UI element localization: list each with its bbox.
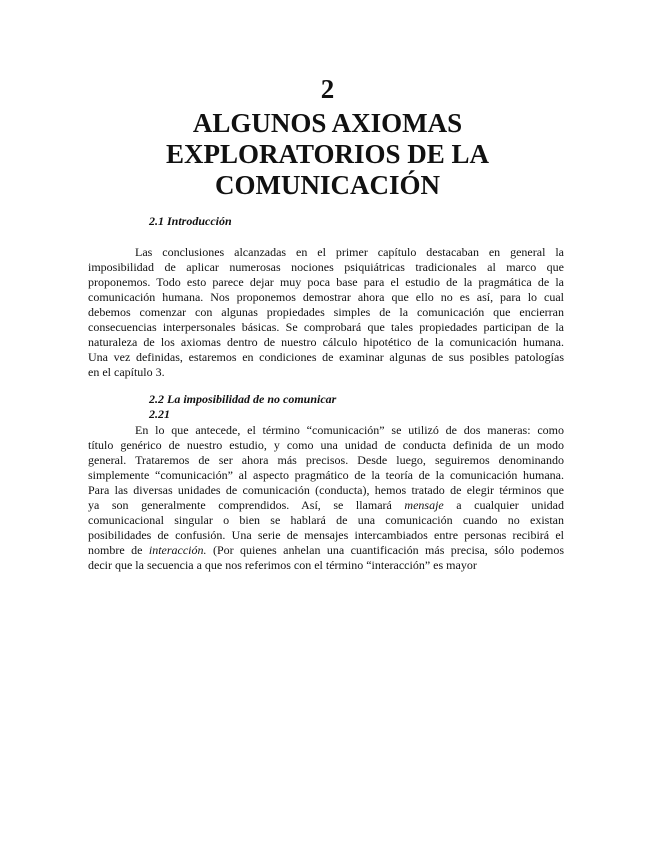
chapter-title-line: COMUNICACIÓN (215, 170, 440, 200)
paragraph-line: simplemente “comunicación” al aspecto pragmático de la teoría de la comunicación humana. (88, 468, 564, 482)
chapter-title-line: ALGUNOS AXIOMAS (192, 108, 463, 138)
paragraph-line: Para las diversas unidades de comunicación (conducta), hemos tratado de elegir términos que (88, 483, 564, 497)
chapter-number: 2 (320, 74, 335, 104)
paragraph-line: general. Trataremos de ser ahora más precisos. Desde luego, seguiremos denominando (88, 453, 564, 467)
paragraph-line: consecuencias interpersonales básicas. Se comprobará que tales propiedades participan de la (88, 320, 564, 334)
paragraph-line: decir que la secuencia a que nos referimos con el término “interacción” es mayor (88, 558, 477, 572)
paragraph-introduccion (88, 245, 564, 380)
chapter-title-line: EXPLORATORIOS DE LA (165, 139, 490, 169)
paragraph-line: naturaleza de los axiomas dentro de nuestro cálculo hipotético de la comunicación humana. (88, 335, 564, 349)
paragraph-line: posibilidades de confusión. Una serie de mensajes intercambiados entre personas recibirá el (88, 528, 564, 542)
paragraph-line: nombre de interacción. (Por quienes anhelan una cuantificación más precisa, sólo podemos (88, 543, 564, 557)
paragraph-line: Las conclusiones alcanzadas en el primer capítulo destacaban en general la (135, 245, 564, 259)
paragraph-line: proponemos. Todo esto parece dejar muy poca base para el estudio de la pragmática de la (88, 275, 564, 289)
paragraph-line: título genérico de nuestro estudio, y como una unidad de conducta definida de un modo (88, 438, 564, 452)
section-heading-introduccion: 2.1 Introducción (149, 214, 232, 228)
paragraph-line: Una vez definidas, estaremos en condiciones de examinar algunas de sus posibles patologías (88, 350, 564, 364)
paragraph-line: comunicacional singular o bien se hablará de una comunicación cuando no existan (88, 513, 564, 527)
paragraph-line: ya son generalmente comprendidos. Así, se llamará mensaje a cualquier unidad (88, 498, 564, 512)
subsection-number: 2.21 (149, 407, 170, 421)
chapter-title (0, 108, 655, 201)
paragraph-imposibilidad (88, 423, 564, 573)
section-heading-imposibilidad: 2.2 La imposibilidad de no comunicar (149, 392, 337, 406)
paragraph-line: debemos comenzar con algunas propiedades simples de la comunicación que encierran (88, 305, 564, 319)
paragraph-line: comunicación humana. Nos proponemos demostrar ahora que ello no es así, para lo cual (88, 290, 564, 304)
paragraph-line: imposibilidad de aplicar numerosas nociones psiquiátricas tradicionales al marco que (88, 260, 564, 274)
paragraph-line: en el capítulo 3. (88, 365, 165, 379)
paragraph-line: En lo que antecede, el término “comunicación” se utilizó de dos maneras: como (135, 423, 564, 437)
